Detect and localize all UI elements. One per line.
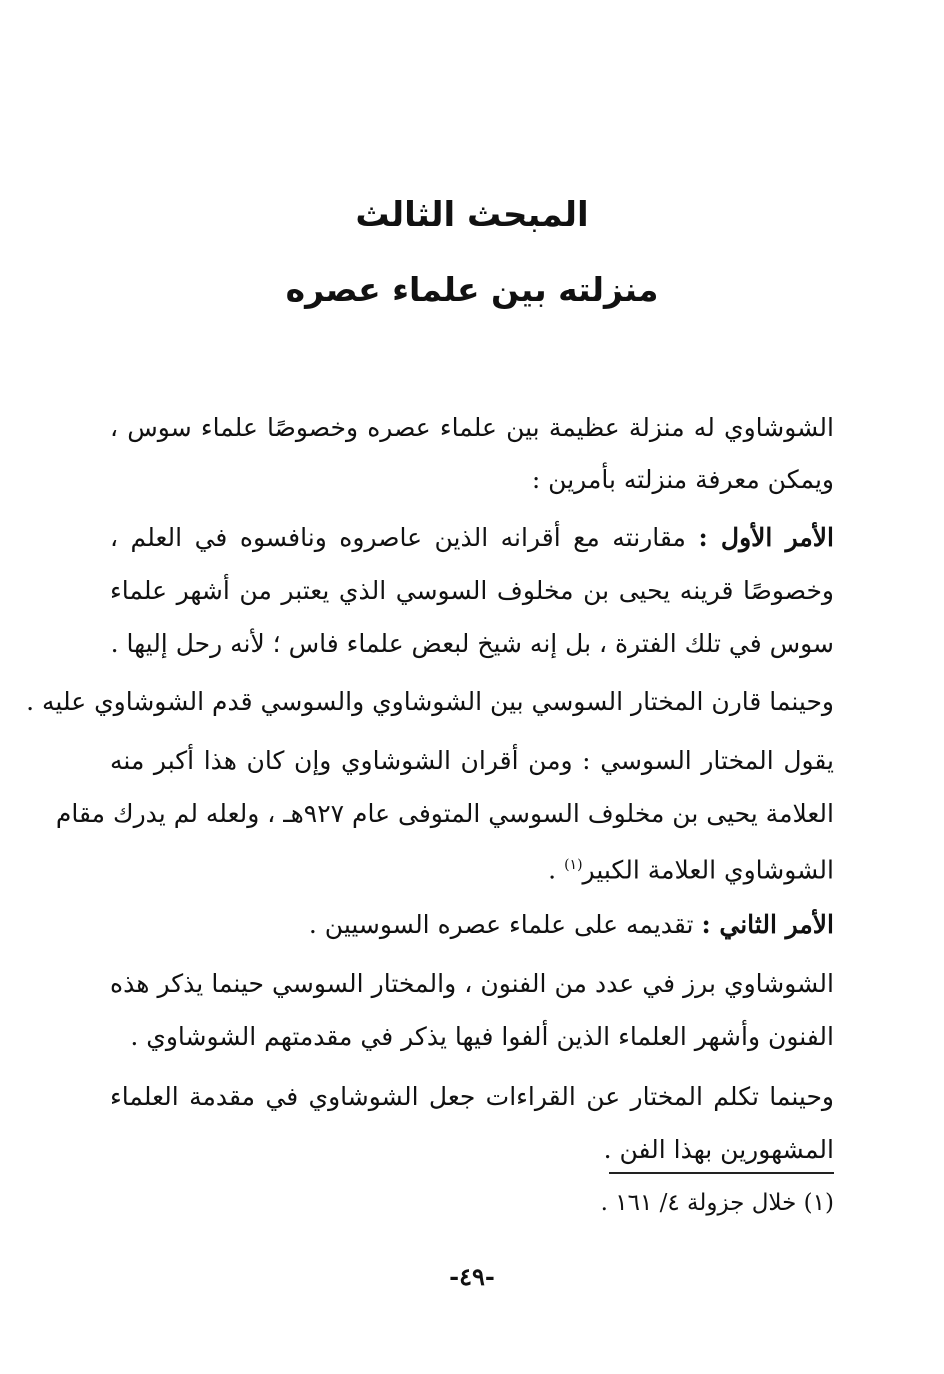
footnote [601, 1185, 834, 1221]
footnote-divider [609, 1172, 834, 1174]
paragraph-line: وخصوصًا قرينه يحيى بن مخلوف السوسي الذي يعتبر من أشهر علماء [110, 576, 834, 605]
first-matter-label: الأمر الأول : [698, 523, 835, 552]
paragraph-line: يقول المختار السوسي : ومن أقران الشوشاوي وإن كان هذا أكبر منه [110, 746, 834, 775]
paragraph-line: ويمكن معرفة منزلته بأمرين : [531, 465, 834, 494]
first-matter-text: مقارنته مع أقرانه الذين عاصروه ونافسوه في العلم ، [110, 523, 686, 552]
paragraph-line [110, 905, 834, 949]
paragraph-line [110, 845, 834, 889]
paragraph-line: الشوشاوي له منزلة عظيمة بين علماء عصره وخصوصًا علماء سوس ، [110, 413, 834, 442]
paragraph-line [110, 518, 834, 562]
footnote-text: خلال جزولة ٤/ ١٦١ . [600, 1190, 797, 1216]
paragraph-line: وحينما تكلم المختار عن القراءات جعل الشوشاوي في مقدمة العلماء [110, 1082, 834, 1111]
paragraph-line: سوس في تلك الفترة ، بل إنه شيخ لبعض علماء فاس ؛ لأنه رحل إليها . [110, 629, 834, 658]
second-matter-text: تقديمه على علماء عصره السوسيين . [308, 910, 694, 939]
section-title: المبحث الثالث [355, 195, 589, 235]
section-subtitle: منزلته بين علماء عصره [285, 270, 659, 309]
paragraph-line: الشوشاوي برز في عدد من الفنون ، والمختار السوسي حينما يذكر هذه [110, 969, 834, 998]
quote-ending: الشوشاوي العلامة الكبير [582, 855, 834, 885]
paragraph-line: وحينما قارن المختار السوسي بين الشوشاوي والسوسي قدم الشوشاوي عليه . [26, 687, 834, 716]
quote-tail: . [548, 855, 565, 885]
footnote-reference: (١) [564, 857, 583, 873]
paragraph-line: المشهورين بهذا الفن . [603, 1135, 834, 1164]
paragraph-line: الفنون وأشهر العلماء الذين ألفوا فيها يذكر في مقدمتهم الشوشاوي . [130, 1022, 834, 1051]
page-number: -٤٩- [449, 1262, 495, 1291]
footnote-marker: (١) [803, 1190, 834, 1216]
second-matter-label: الأمر الثاني : [701, 910, 834, 939]
paragraph-line: العلامة يحيى بن مخلوف السوسي المتوفى عام ٩٢٧هـ ، ولعله لم يدرك مقام [55, 799, 834, 828]
